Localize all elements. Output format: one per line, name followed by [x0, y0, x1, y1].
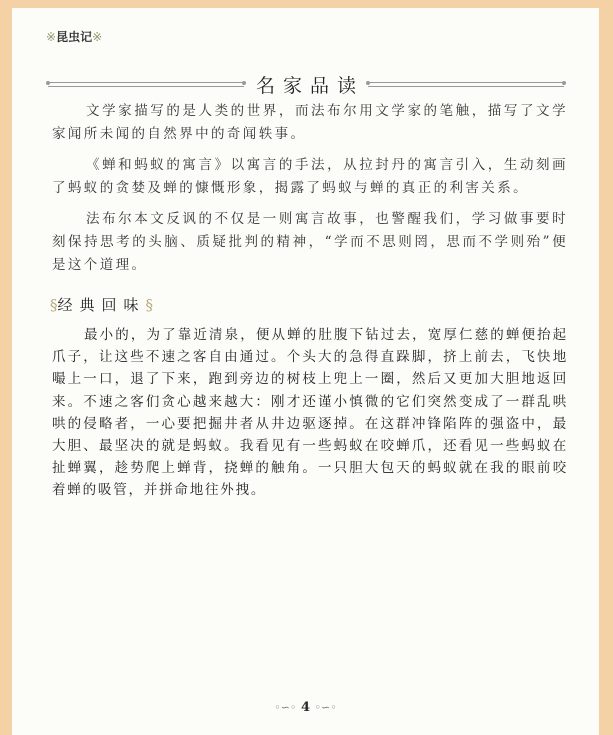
ornament-icon: §: [145, 296, 154, 314]
commentary-paragraph: 法布尔本文反讽的不仅是一则寓言故事，也警醒我们，学习做事要时刻保持思考的头脑、质疑批判的精神，“学而不思则罔，思而不学则殆”便是这个道理。: [52, 211, 568, 273]
divider-right: [368, 82, 564, 87]
running-header: [46, 28, 102, 45]
page-footer: [12, 700, 599, 715]
commentary-paragraph: 《蝉和蚂蚁的寓言》以寓言的手法，从拉封丹的寓言引入，生动刻画了蚂蚁的贪婪及蝉的慷慨形象，揭露了蚂蚁与蝉的真正的利害关系。: [52, 157, 568, 196]
divider-left: [48, 82, 244, 87]
section-title: 名家品读: [256, 74, 365, 97]
commentary-paragraph: 文学家描写的是人类的世界，而法布尔用文学家的笔触，描写了文学家闻所未闻的自然界中的奇闻轶事。: [52, 103, 568, 142]
ornament-icon: ◦∽◦: [274, 701, 297, 714]
ornament-icon: ※: [46, 30, 57, 44]
page-number: 4: [300, 700, 311, 715]
excerpt-paragraph: 最小的，为了靠近清泉，便从蝉的肚腹下钻过去，宽厚仁慈的蝉便抬起爪子，让这些不速之客自由通过。个头大的急得直跺脚，挤上前去，飞快地嘬上一口，退了下来，跑到旁边的树枝上兜上一圈，然后又更加大胆地返回来。不速之客们贪心越来越大：刚才还谨小慎微的它们突然变成了一群乱哄哄的侵略者，一心要把掘井者从井边驱逐掉。在这群冲锋陷阵的强盗中，最大胆、最坚决的就是蚂蚁。我看见有一些蚂蚁在咬蝉爪，还看见一些蚂蚁在扯蝉翼，趁势爬上蝉背，挠蝉的触角。一只胆大包天的蚂蚁就在我的眼前咬着蝉的吸管，并拼命地往外拽。: [52, 327, 568, 499]
book-page: [12, 8, 599, 735]
subsection-heading: [50, 294, 153, 315]
ornament-icon: ◦∽◦: [314, 701, 337, 714]
ornament-icon: ※: [92, 30, 103, 44]
section-title-row: [48, 72, 564, 96]
ornament-icon: §: [50, 296, 58, 314]
subsection-title: 经典回味: [57, 296, 146, 314]
book-title: 昆虫记: [56, 30, 93, 44]
